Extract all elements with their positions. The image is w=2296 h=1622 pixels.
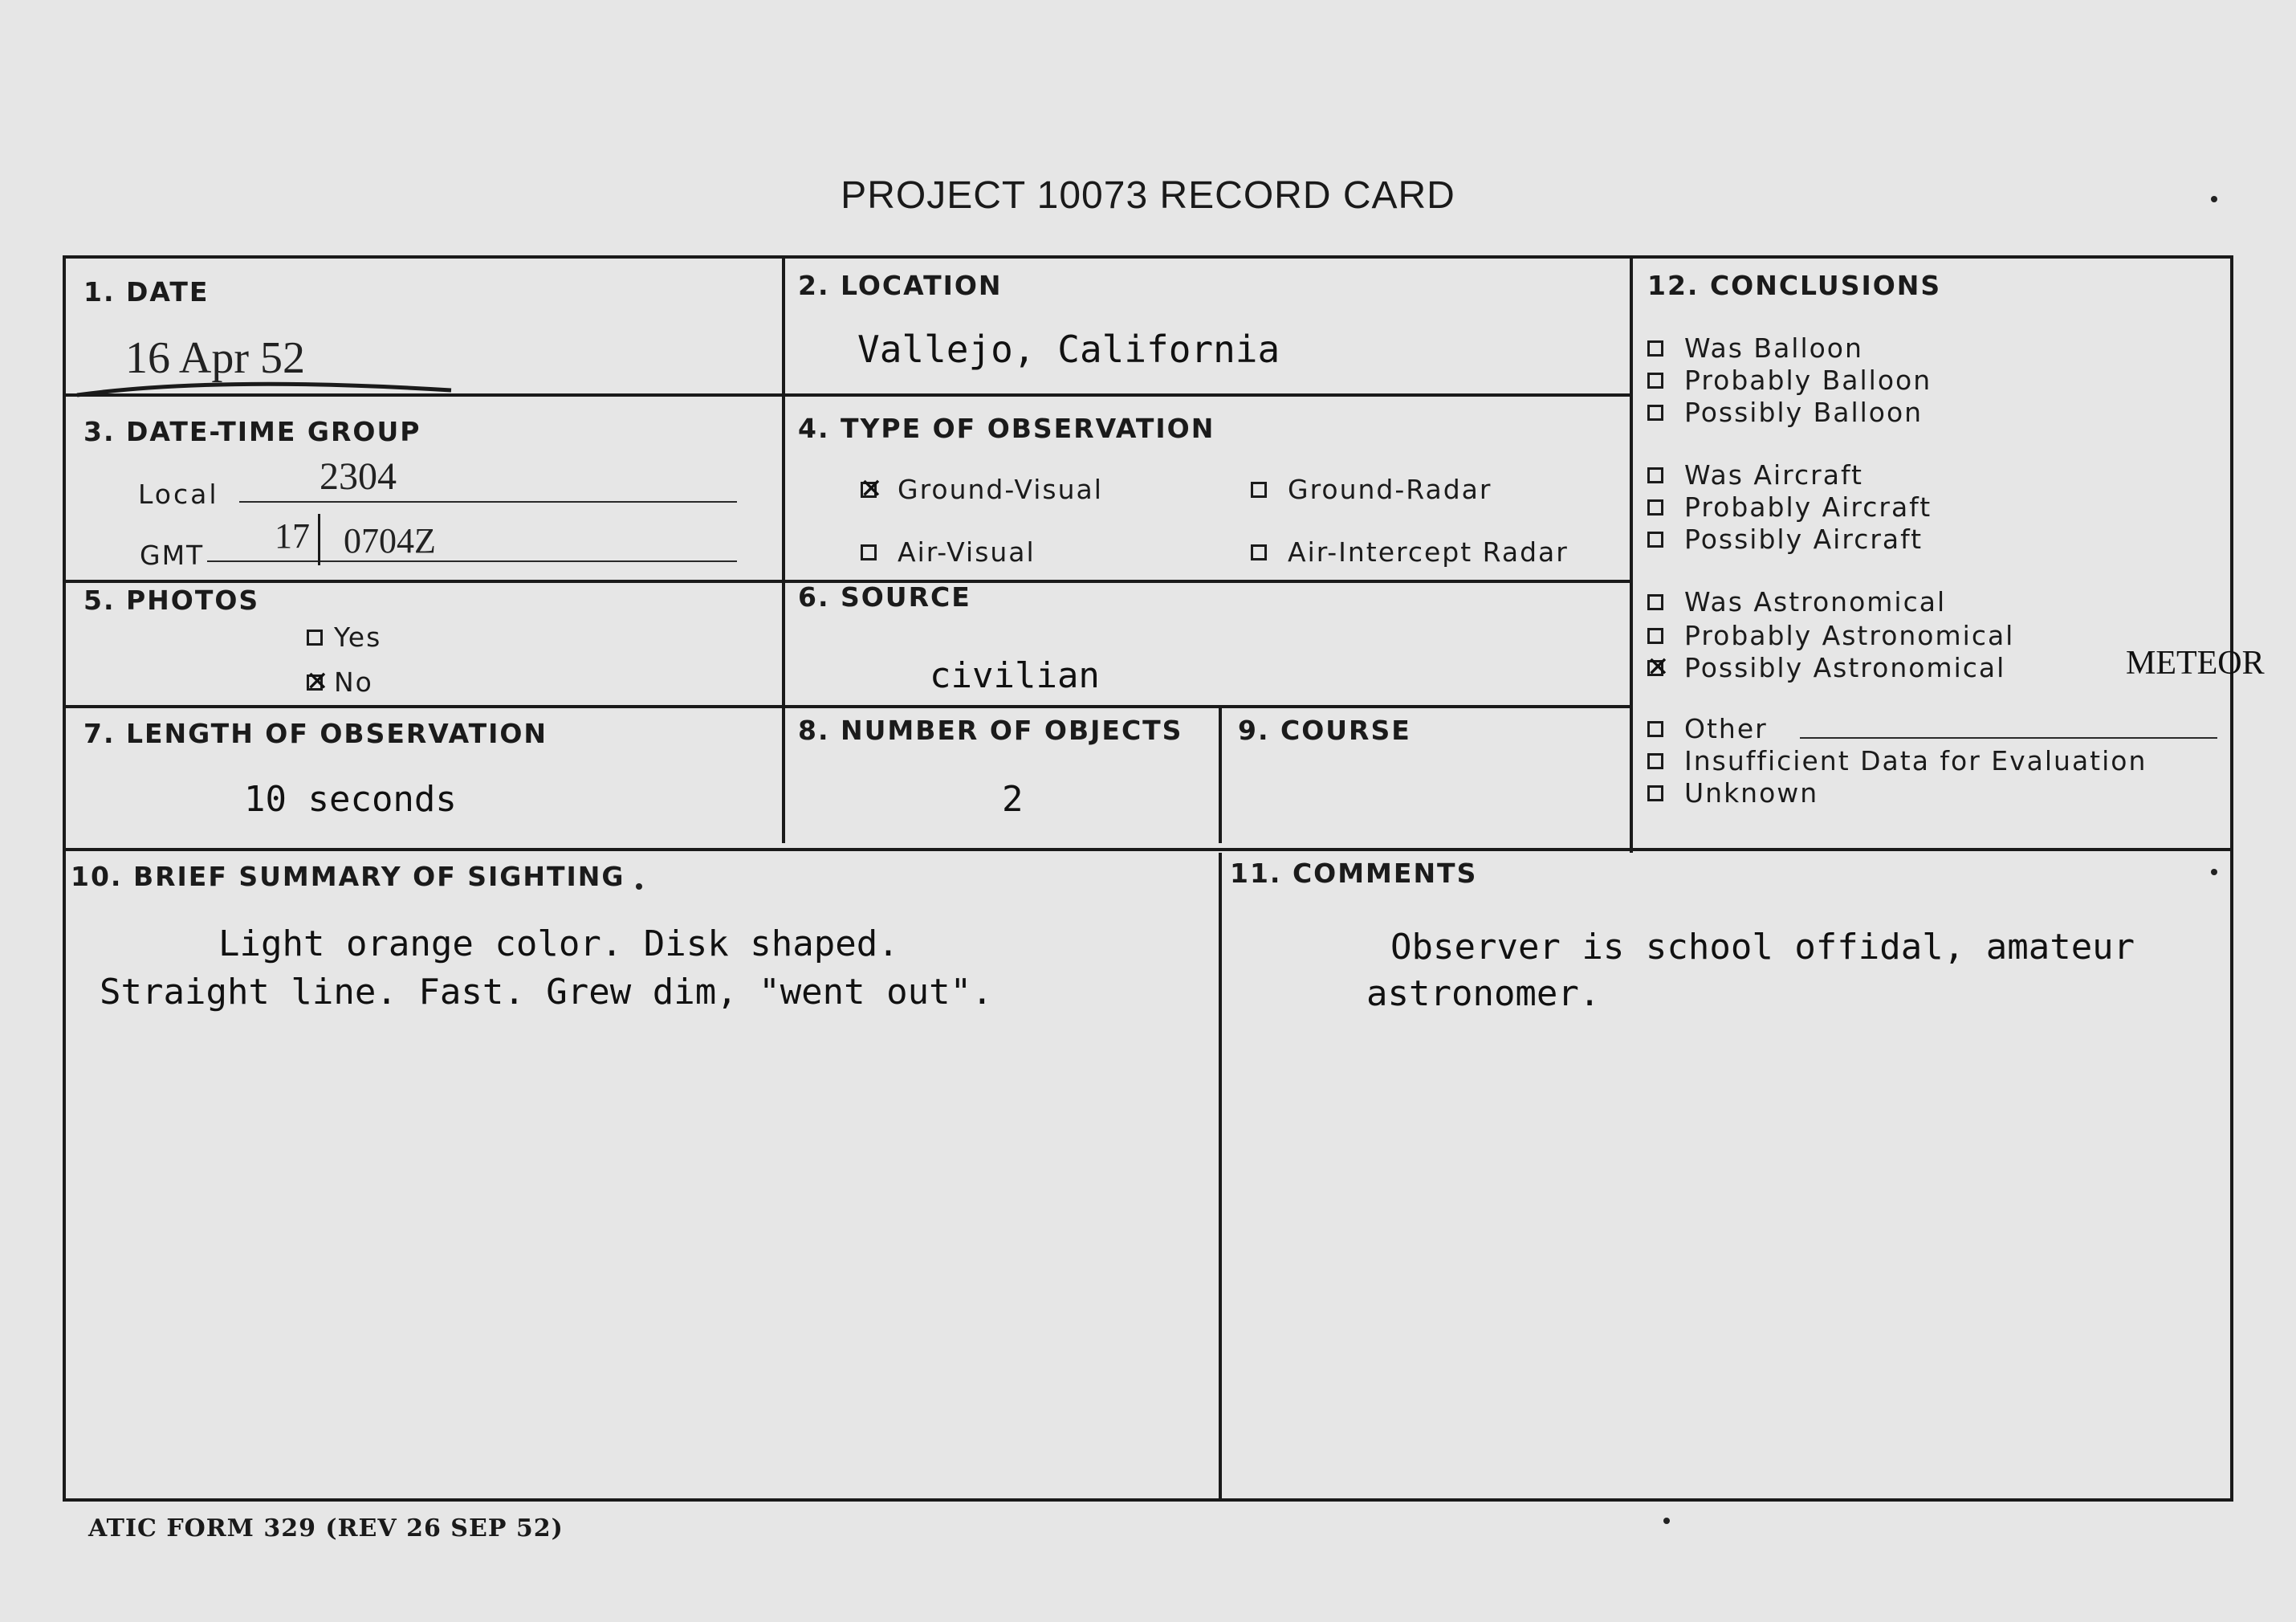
speck <box>636 883 642 890</box>
comments-label: 11. COMMENTS <box>1230 858 1478 889</box>
comments-line: astronomer. <box>1366 973 1601 1014</box>
checkbox[interactable] <box>1647 340 1663 357</box>
date-time-group-label: 3. DATE-TIME GROUP <box>83 416 421 447</box>
checkbox-checked[interactable] <box>861 482 877 498</box>
checkbox[interactable] <box>1647 753 1663 769</box>
conclusion-probably-astronomical[interactable] <box>1647 620 2014 651</box>
divider <box>1630 259 1633 853</box>
conclusion-probably-aircraft[interactable] <box>1647 491 1932 523</box>
type-of-observation-label: 4. TYPE OF OBSERVATION <box>798 413 1215 444</box>
conclusion-unknown[interactable] <box>1647 777 1818 809</box>
date-value: 16 Apr 52 <box>125 333 305 383</box>
divider <box>66 705 1630 708</box>
conclusion-possibly-astronomical[interactable] <box>1647 652 2005 683</box>
summary-line: Straight line. Fast. Grew dim, "went out". <box>100 972 993 1013</box>
conclusion-insufficient-data[interactable] <box>1647 745 2147 776</box>
checkbox-checked[interactable] <box>1647 660 1663 676</box>
form-id: ATIC FORM 329 (REV 26 SEP 52) <box>88 1514 564 1543</box>
gmt-line <box>207 560 737 562</box>
other-line <box>1800 737 2217 739</box>
option-air-visual[interactable] <box>861 536 1036 568</box>
date-label: 1. DATE <box>83 276 210 308</box>
option-label: Insufficient Data for Evaluation <box>1684 745 2147 776</box>
gmt-day: 17 <box>275 516 310 556</box>
option-label: Unknown <box>1684 777 1819 809</box>
checkbox[interactable] <box>1647 405 1663 421</box>
length-of-observation-label: 7. LENGTH OF OBSERVATION <box>83 718 548 749</box>
option-label: Possibly Astronomical <box>1684 652 2006 683</box>
divider <box>66 848 2233 851</box>
checkbox[interactable] <box>1647 532 1663 548</box>
option-label: Ground-Visual <box>898 474 1103 505</box>
option-label: Was Balloon <box>1684 332 1863 364</box>
checkbox[interactable] <box>1647 499 1663 516</box>
source-label: 6. SOURCE <box>798 581 971 613</box>
option-label: Probably Aircraft <box>1684 491 1932 523</box>
card-title: PROJECT 10073 RECORD CARD <box>841 174 1455 217</box>
conclusion-annotation: METEOR <box>2126 645 2265 682</box>
speck <box>1663 1518 1670 1524</box>
option-label: Was Astronomical <box>1684 586 1947 617</box>
checkbox[interactable] <box>1647 373 1663 389</box>
location-label: 2. LOCATION <box>798 270 1003 301</box>
conclusion-possibly-balloon[interactable] <box>1647 397 1923 428</box>
option-label: Yes <box>334 621 382 653</box>
length-of-observation-value: 10 seconds <box>244 779 457 820</box>
checkbox[interactable] <box>1647 721 1663 737</box>
option-air-intercept-radar[interactable] <box>1251 536 1569 568</box>
gmt-label: GMT <box>140 540 205 571</box>
local-time-value: 2304 <box>320 455 397 498</box>
divider <box>1219 853 1222 1502</box>
option-ground-visual[interactable] <box>861 474 1103 505</box>
option-label: No <box>334 666 373 698</box>
local-time-line <box>239 501 737 503</box>
conclusion-other[interactable] <box>1647 713 1768 744</box>
option-label: Possibly Aircraft <box>1684 524 1924 555</box>
summary-line: Light orange color. Disk shaped. <box>218 923 899 964</box>
course-label: 9. COURSE <box>1238 715 1411 746</box>
checkbox-checked[interactable] <box>307 674 323 691</box>
speck <box>2211 196 2217 202</box>
photos-label: 5. PHOTOS <box>83 585 260 616</box>
record-card <box>63 255 2265 1502</box>
checkbox[interactable] <box>861 544 877 560</box>
conclusion-was-astronomical[interactable] <box>1647 586 1946 617</box>
conclusion-was-aircraft[interactable] <box>1647 459 1863 491</box>
conclusion-possibly-aircraft[interactable] <box>1647 524 1923 555</box>
option-label: Air-Visual <box>898 536 1036 568</box>
option-ground-radar[interactable] <box>1251 474 1492 505</box>
option-label: Probably Astronomical <box>1684 620 2015 651</box>
option-label: Was Aircraft <box>1684 459 1863 491</box>
gmt-value: 0704Z <box>344 521 436 560</box>
checkbox[interactable] <box>307 630 323 646</box>
number-of-objects-label: 8. NUMBER OF OBJECTS <box>798 715 1183 746</box>
source-value: civilian <box>930 655 1100 696</box>
checkbox[interactable] <box>1251 544 1267 560</box>
checkbox[interactable] <box>1647 594 1663 610</box>
divider <box>782 259 785 843</box>
conclusion-was-balloon[interactable] <box>1647 332 1863 364</box>
checkbox[interactable] <box>1647 628 1663 644</box>
option-photos-yes[interactable] <box>307 621 381 653</box>
divider <box>1219 708 1222 843</box>
date-underline <box>74 371 459 403</box>
conclusions-label: 12. CONCLUSIONS <box>1647 270 1942 301</box>
comments-line: Observer is school offidal, amateur <box>1390 927 2135 968</box>
checkbox[interactable] <box>1647 467 1663 483</box>
option-label: Other <box>1684 713 1768 744</box>
local-time-label: Local <box>138 479 219 510</box>
summary-label: 10. BRIEF SUMMARY OF SIGHTING <box>71 861 625 892</box>
speck <box>2211 869 2217 875</box>
conclusion-probably-balloon[interactable] <box>1647 365 1932 396</box>
gmt-separator <box>318 514 320 565</box>
option-label: Air-Intercept Radar <box>1288 536 1569 568</box>
location-value: Vallejo, California <box>857 328 1280 371</box>
option-photos-no[interactable] <box>307 666 373 698</box>
option-label: Probably Balloon <box>1684 365 1932 396</box>
option-label: Ground-Radar <box>1288 474 1492 505</box>
checkbox[interactable] <box>1251 482 1267 498</box>
number-of-objects-value: 2 <box>1002 779 1024 820</box>
option-label: Possibly Balloon <box>1684 397 1924 428</box>
checkbox[interactable] <box>1647 785 1663 801</box>
